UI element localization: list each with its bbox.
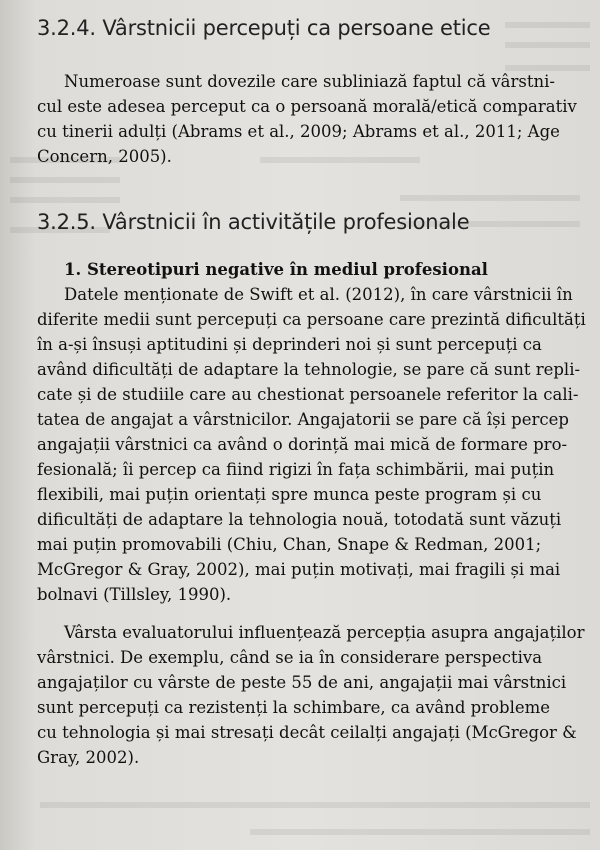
para3-line: cu tehnologia și mai stresați decât ceilalți angajați (McGregor & — [37, 723, 577, 742]
para2-line: Datele menționate de Swift et al. (2012), în care vârstnicii în — [64, 285, 573, 304]
para1-line: cu tinerii adulți (Abrams et al., 2009; Abrams et al., 2011; Age — [37, 122, 560, 141]
para2-line: cate și de studiile care au chestionat persoanele referitor la cali- — [37, 385, 579, 404]
para3-line: angajaților cu vârste de peste 55 de ani, angajații mai vârstnici — [37, 673, 567, 692]
para2-line: flexibili, mai puțin orientați spre munca peste program și cu — [37, 485, 542, 504]
para2-line: mai puțin promovabili (Chiu, Chan, Snape & Redman, 2001; — [37, 535, 542, 554]
heading-3-2-5: 3.2.5. Vârstnicii în activitățile profesionale — [37, 210, 470, 234]
para2-line: fesională; îi percep ca fiind rigizi în fața schimbării, mai puțin — [37, 460, 555, 479]
para2-line: diferite medii sunt percepuți ca persoane care prezintă dificultăți — [37, 310, 586, 329]
para1-line: Numeroase sunt dovezile care subliniază faptul că vârstni- — [64, 72, 555, 91]
para2-line: având dificultăți de adaptare la tehnologie, se pare că sunt repli- — [37, 360, 581, 379]
para2-line: tatea de angajat a vârstnicilor. Angajatorii se pare că își percep — [37, 410, 569, 429]
para2-line: dificultăți de adaptare la tehnologia nouă, totodată sunt văzuți — [37, 510, 562, 529]
para3-line: Vârsta evaluatorului influențează percepția asupra angajaților — [64, 623, 585, 642]
para2-line: în a-și însuși aptitudini și deprinderi noi și sunt percepuți ca — [37, 335, 542, 354]
para3-line: sunt percepuți ca rezistenți la schimbare, ca având probleme — [37, 698, 551, 717]
heading-3-2-4: 3.2.4. Vârstnicii percepuți ca persoane etice — [37, 16, 491, 40]
para3-line: Gray, 2002). — [37, 748, 140, 767]
para3-line: vârstnici. De exemplu, când se ia în considerare perspectiva — [37, 648, 543, 667]
para1-line: Concern, 2005). — [37, 147, 172, 166]
para1-line: cul este adesea perceput ca o persoană morală/etică comparativ — [37, 97, 577, 116]
para2-line: McGregor & Gray, 2002), mai puțin motivați, mai fragili și mai — [37, 560, 561, 579]
para2-line: angajații vârstnici ca având o dorință mai mică de formare pro- — [37, 435, 568, 454]
para2-line: bolnavi (Tillsley, 1990). — [37, 585, 232, 604]
subheading: 1. Stereotipuri negative în mediul profesional — [64, 260, 488, 279]
